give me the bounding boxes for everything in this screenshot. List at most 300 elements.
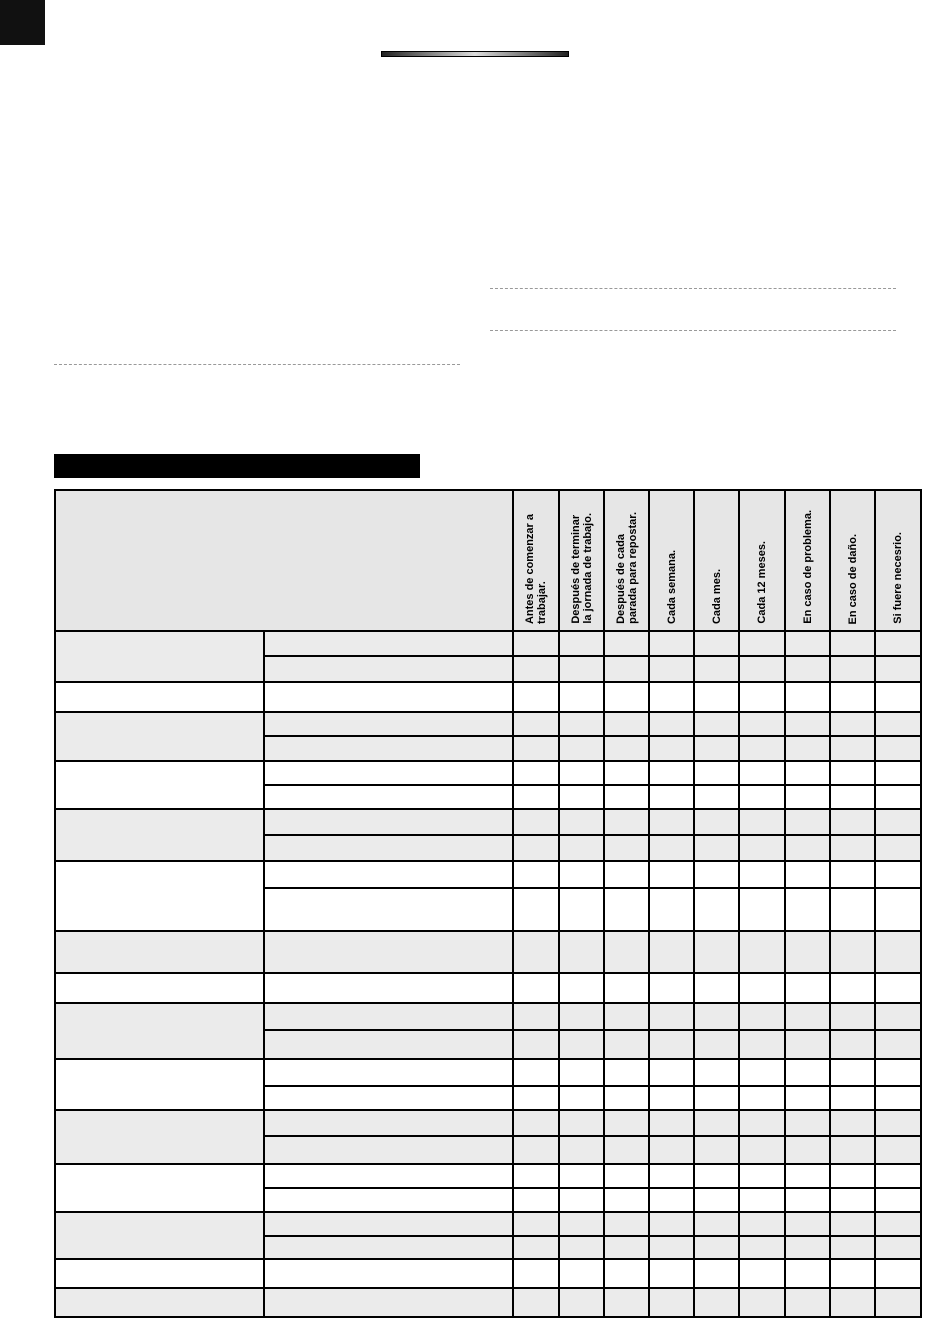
- table-cell-check: [649, 1164, 694, 1188]
- table-cell-check: [830, 1236, 875, 1259]
- column-header-label: Cada semana.: [665, 550, 678, 624]
- table-cell-check: [830, 736, 875, 761]
- table-cell-check: [830, 761, 875, 785]
- table-cell-check: [559, 631, 604, 656]
- table-cell-task: [264, 1003, 513, 1030]
- table-cell-check: [513, 1212, 559, 1236]
- table-cell-check: [830, 1110, 875, 1136]
- table-cell-check: [875, 809, 921, 835]
- table-cell-check: [559, 1110, 604, 1136]
- column-header-label: Si fuere necesrio.: [892, 532, 904, 624]
- table-cell-check: [785, 861, 830, 888]
- table-cell-component: [55, 1003, 264, 1059]
- table-cell-check: [559, 1259, 604, 1288]
- table-cell-check: [830, 631, 875, 656]
- table-cell-check: [739, 761, 785, 785]
- table-cell-check: [559, 736, 604, 761]
- table-cell-task: [264, 809, 513, 835]
- table-cell-check: [559, 1059, 604, 1086]
- table-cell-check: [694, 1003, 739, 1030]
- table-cell-check: [875, 1288, 921, 1317]
- table-cell-task: [264, 1086, 513, 1110]
- column-header-label: Después de terminar la jornada de trabajo.: [569, 513, 594, 624]
- table-cell-component: [55, 761, 264, 809]
- table-cell-component: [55, 1110, 264, 1164]
- table-cell-check: [513, 631, 559, 656]
- table-cell-check: [649, 1059, 694, 1086]
- table-row: [55, 1288, 921, 1317]
- table-cell-check: [875, 835, 921, 861]
- table-cell-check: [875, 931, 921, 973]
- table-cell-component: [55, 809, 264, 861]
- table-cell-check: [875, 1188, 921, 1212]
- table-cell-task: [264, 1259, 513, 1288]
- table-cell-check: [785, 1288, 830, 1317]
- table-cell-check: [559, 1212, 604, 1236]
- table-cell-component: [55, 712, 264, 761]
- table-cell-check: [513, 1288, 559, 1317]
- table-cell-check: [559, 712, 604, 736]
- table-cell-check: [785, 1086, 830, 1110]
- table-cell-check: [785, 1136, 830, 1164]
- table-cell-check: [694, 1188, 739, 1212]
- table-cell-check: [649, 761, 694, 785]
- table-row: [55, 931, 921, 973]
- table-cell-check: [830, 1030, 875, 1059]
- table-cell-task: [264, 1288, 513, 1317]
- table-row: [55, 712, 921, 736]
- table-cell-check: [604, 1188, 649, 1212]
- table-cell-check: [785, 973, 830, 1003]
- table-cell-check: [604, 835, 649, 861]
- table-cell-check: [513, 1236, 559, 1259]
- table-cell-check: [739, 1003, 785, 1030]
- table-cell-check: [694, 1164, 739, 1188]
- table-cell-check: [785, 809, 830, 835]
- table-cell-check: [694, 1030, 739, 1059]
- table-cell-check: [513, 861, 559, 888]
- table-cell-component: [55, 1288, 264, 1317]
- table-cell-component: [55, 1164, 264, 1212]
- table-cell-check: [604, 931, 649, 973]
- table-cell-check: [875, 861, 921, 888]
- table-cell-task: [264, 631, 513, 656]
- table-cell-check: [830, 785, 875, 809]
- table-cell-check: [739, 1188, 785, 1212]
- table-cell-component: [55, 931, 264, 973]
- table-cell-check: [739, 1236, 785, 1259]
- table-cell-check: [559, 1164, 604, 1188]
- table-cell-check: [830, 973, 875, 1003]
- table-cell-check: [739, 1110, 785, 1136]
- table-cell-check: [830, 1212, 875, 1236]
- table-cell-check: [785, 785, 830, 809]
- table-cell-check: [604, 1259, 649, 1288]
- table-cell-check: [875, 761, 921, 785]
- table-cell-check: [649, 712, 694, 736]
- table-cell-task: [264, 761, 513, 785]
- table-cell-check: [739, 712, 785, 736]
- column-header-label: En caso de problema.: [801, 510, 814, 624]
- table-cell-check: [875, 1086, 921, 1110]
- table-cell-task: [264, 973, 513, 1003]
- table-cell-task: [264, 1030, 513, 1059]
- table-cell-check: [830, 888, 875, 931]
- table-cell-check: [649, 656, 694, 682]
- table-cell-check: [785, 1030, 830, 1059]
- table-cell-check: [604, 785, 649, 809]
- table-cell-check: [694, 785, 739, 809]
- table-cell-component: [55, 1212, 264, 1259]
- table-cell-check: [513, 1110, 559, 1136]
- table-cell-check: [513, 785, 559, 809]
- table-cell-check: [649, 1030, 694, 1059]
- table-cell-check: [604, 682, 649, 712]
- table-cell-check: [604, 888, 649, 931]
- table-cell-check: [513, 1188, 559, 1212]
- table-cell-check: [830, 1059, 875, 1086]
- table-row: [55, 1259, 921, 1288]
- table-cell-check: [875, 973, 921, 1003]
- table-cell-check: [739, 931, 785, 973]
- table-cell-check: [830, 809, 875, 835]
- table-cell-check: [649, 1212, 694, 1236]
- table-cell-check: [604, 1003, 649, 1030]
- table-row: [55, 1110, 921, 1136]
- table-cell-check: [785, 712, 830, 736]
- table-cell-check: [875, 1136, 921, 1164]
- table-cell-check: [694, 1259, 739, 1288]
- divider: [490, 288, 896, 289]
- table-cell-check: [875, 712, 921, 736]
- table-cell-task: [264, 1212, 513, 1236]
- table-cell-check: [513, 809, 559, 835]
- table-cell-check: [739, 1136, 785, 1164]
- table-cell-check: [649, 931, 694, 973]
- table-cell-check: [694, 1288, 739, 1317]
- table-cell-check: [785, 835, 830, 861]
- table-cell-check: [559, 656, 604, 682]
- column-header: [694, 490, 739, 631]
- table-cell-task: [264, 656, 513, 682]
- table-cell-check: [694, 1236, 739, 1259]
- table-cell-check: [604, 656, 649, 682]
- section-heading-bar: [54, 454, 420, 478]
- table-body: [55, 631, 921, 1317]
- header-corner: [55, 490, 513, 631]
- title-bar: [381, 51, 569, 57]
- table-cell-check: [694, 1110, 739, 1136]
- table-cell-check: [604, 973, 649, 1003]
- table-cell-check: [785, 1164, 830, 1188]
- table-row: [55, 809, 921, 835]
- table-cell-check: [513, 712, 559, 736]
- column-header: [513, 490, 559, 631]
- table-cell-check: [649, 785, 694, 809]
- table-cell-check: [649, 888, 694, 931]
- table-cell-check: [875, 1212, 921, 1236]
- table-cell-check: [785, 682, 830, 712]
- table-cell-check: [785, 1188, 830, 1212]
- table-cell-check: [785, 1003, 830, 1030]
- table-cell-check: [694, 835, 739, 861]
- table-cell-check: [649, 1110, 694, 1136]
- table-cell-check: [875, 888, 921, 931]
- table-cell-check: [785, 1059, 830, 1086]
- table-cell-check: [785, 1212, 830, 1236]
- table-cell-check: [785, 631, 830, 656]
- table-cell-check: [513, 1259, 559, 1288]
- table-cell-check: [830, 931, 875, 973]
- table-cell-check: [604, 1030, 649, 1059]
- table-cell-check: [559, 1030, 604, 1059]
- table-cell-check: [739, 682, 785, 712]
- table-cell-check: [739, 973, 785, 1003]
- divider: [490, 330, 896, 331]
- table-cell-check: [649, 1136, 694, 1164]
- table-cell-check: [559, 931, 604, 973]
- table-cell-check: [604, 1059, 649, 1086]
- table-cell-check: [513, 1136, 559, 1164]
- table-cell-check: [649, 1259, 694, 1288]
- table-cell-check: [875, 656, 921, 682]
- table-header-row: [55, 490, 921, 631]
- table-cell-check: [559, 973, 604, 1003]
- table-cell-check: [785, 656, 830, 682]
- table-cell-task: [264, 785, 513, 809]
- table-cell-check: [739, 861, 785, 888]
- table-row: [55, 861, 921, 888]
- table-cell-check: [875, 1259, 921, 1288]
- table-row: [55, 761, 921, 785]
- table-cell-check: [785, 761, 830, 785]
- table-cell-check: [559, 1188, 604, 1212]
- column-header-label: Después de cada parada para repostar.: [614, 512, 639, 624]
- table-cell-check: [830, 1188, 875, 1212]
- table-cell-check: [513, 1030, 559, 1059]
- table-cell-check: [513, 656, 559, 682]
- column-header: [649, 490, 694, 631]
- table-row: [55, 1003, 921, 1030]
- table-cell-check: [604, 1288, 649, 1317]
- table-cell-check: [559, 1136, 604, 1164]
- table-row: [55, 973, 921, 1003]
- column-header: [739, 490, 785, 631]
- table-cell-task: [264, 861, 513, 888]
- table-cell-check: [604, 1110, 649, 1136]
- table-cell-check: [694, 861, 739, 888]
- divider: [54, 364, 460, 365]
- table-cell-check: [649, 861, 694, 888]
- column-header-label: En caso de daño.: [846, 533, 859, 624]
- table-cell-check: [559, 809, 604, 835]
- table-cell-check: [739, 1288, 785, 1317]
- table-cell-check: [604, 712, 649, 736]
- table-cell-check: [513, 973, 559, 1003]
- table-cell-check: [875, 736, 921, 761]
- table-cell-check: [513, 736, 559, 761]
- table-cell-check: [830, 1259, 875, 1288]
- table-cell-check: [739, 656, 785, 682]
- table-cell-check: [875, 631, 921, 656]
- table-cell-check: [830, 656, 875, 682]
- table-cell-check: [649, 809, 694, 835]
- table-cell-check: [694, 761, 739, 785]
- table-cell-task: [264, 1164, 513, 1188]
- table-row: [55, 1164, 921, 1188]
- table-cell-check: [739, 888, 785, 931]
- column-header: [785, 490, 830, 631]
- table-cell-check: [694, 973, 739, 1003]
- table-cell-check: [513, 682, 559, 712]
- table-cell-check: [875, 1164, 921, 1188]
- table-cell-check: [694, 888, 739, 931]
- column-header: [875, 490, 921, 631]
- table-cell-check: [875, 1030, 921, 1059]
- table-cell-check: [739, 835, 785, 861]
- table-cell-check: [513, 1059, 559, 1086]
- table-cell-check: [559, 861, 604, 888]
- table-cell-check: [604, 1086, 649, 1110]
- table-cell-check: [694, 1086, 739, 1110]
- table-cell-check: [875, 785, 921, 809]
- table-cell-check: [830, 1003, 875, 1030]
- table-cell-task: [264, 736, 513, 761]
- table-cell-check: [513, 761, 559, 785]
- table-cell-check: [649, 1236, 694, 1259]
- column-header: [604, 490, 649, 631]
- table-cell-component: [55, 1259, 264, 1288]
- table-cell-check: [739, 736, 785, 761]
- table-cell-check: [830, 1288, 875, 1317]
- table-cell-check: [559, 835, 604, 861]
- table-row: [55, 1059, 921, 1086]
- table-cell-check: [739, 1164, 785, 1188]
- table-cell-check: [649, 736, 694, 761]
- table-cell-component: [55, 861, 264, 931]
- table-cell-check: [739, 785, 785, 809]
- table-cell-check: [513, 835, 559, 861]
- table-cell-check: [739, 1259, 785, 1288]
- table-cell-check: [513, 888, 559, 931]
- table-cell-check: [739, 1212, 785, 1236]
- table-row: [55, 631, 921, 656]
- table-cell-check: [649, 835, 694, 861]
- table-cell-check: [649, 631, 694, 656]
- table-cell-check: [604, 761, 649, 785]
- table-cell-check: [785, 736, 830, 761]
- table-cell-check: [513, 931, 559, 973]
- column-header: [830, 490, 875, 631]
- table-cell-check: [559, 1236, 604, 1259]
- table-cell-check: [694, 1136, 739, 1164]
- maintenance-table: [54, 489, 922, 1318]
- table-cell-check: [830, 1086, 875, 1110]
- table-cell-check: [559, 1288, 604, 1317]
- table-cell-task: [264, 1059, 513, 1086]
- table-cell-task: [264, 682, 513, 712]
- column-header: [559, 490, 604, 631]
- table-cell-check: [604, 1136, 649, 1164]
- table-cell-check: [875, 682, 921, 712]
- table-cell-check: [785, 888, 830, 931]
- table-cell-check: [875, 1110, 921, 1136]
- table-cell-check: [694, 656, 739, 682]
- table-cell-check: [649, 1288, 694, 1317]
- table-cell-check: [649, 1086, 694, 1110]
- table-cell-check: [604, 809, 649, 835]
- table-cell-check: [649, 682, 694, 712]
- table-cell-check: [649, 1003, 694, 1030]
- table-cell-check: [830, 712, 875, 736]
- column-header-label: Antes de comenzar a trabajar.: [524, 513, 548, 624]
- table-cell-task: [264, 888, 513, 931]
- table-cell-component: [55, 631, 264, 682]
- table-cell-task: [264, 931, 513, 973]
- table-cell-check: [604, 1164, 649, 1188]
- table-row: [55, 682, 921, 712]
- table-row: [55, 1212, 921, 1236]
- table-cell-check: [694, 631, 739, 656]
- table-cell-check: [739, 1059, 785, 1086]
- table-cell-check: [513, 1086, 559, 1110]
- table-cell-check: [785, 1236, 830, 1259]
- table-cell-check: [739, 809, 785, 835]
- table-cell-check: [694, 931, 739, 973]
- table-cell-check: [830, 682, 875, 712]
- table-cell-check: [559, 1086, 604, 1110]
- table-cell-check: [694, 736, 739, 761]
- table-cell-task: [264, 1236, 513, 1259]
- column-header-label: Cada 12 meses.: [756, 541, 768, 624]
- table-cell-check: [739, 631, 785, 656]
- table-cell-task: [264, 1136, 513, 1164]
- table-cell-check: [875, 1003, 921, 1030]
- table-cell-check: [875, 1059, 921, 1086]
- table-cell-check: [604, 1212, 649, 1236]
- table-cell-check: [785, 1110, 830, 1136]
- table-cell-check: [513, 1164, 559, 1188]
- table-cell-check: [559, 1003, 604, 1030]
- table-cell-component: [55, 1059, 264, 1110]
- table-cell-check: [694, 682, 739, 712]
- table-cell-check: [604, 1236, 649, 1259]
- table-cell-task: [264, 712, 513, 736]
- table-cell-check: [604, 861, 649, 888]
- table-cell-check: [830, 1136, 875, 1164]
- table-cell-check: [739, 1030, 785, 1059]
- page-corner-tab: [0, 0, 45, 45]
- table-cell-check: [875, 1236, 921, 1259]
- table-cell-check: [739, 1086, 785, 1110]
- table-cell-check: [649, 973, 694, 1003]
- table-cell-check: [559, 682, 604, 712]
- table-cell-task: [264, 1110, 513, 1136]
- table-cell-component: [55, 682, 264, 712]
- table-cell-check: [785, 931, 830, 973]
- table-cell-check: [785, 1259, 830, 1288]
- table-cell-check: [513, 1003, 559, 1030]
- table-cell-check: [830, 835, 875, 861]
- table-cell-check: [694, 809, 739, 835]
- table-cell-task: [264, 835, 513, 861]
- table-cell-component: [55, 973, 264, 1003]
- table-cell-check: [694, 712, 739, 736]
- table-cell-check: [694, 1212, 739, 1236]
- table-cell-check: [649, 1188, 694, 1212]
- table-cell-check: [559, 785, 604, 809]
- table-cell-check: [559, 888, 604, 931]
